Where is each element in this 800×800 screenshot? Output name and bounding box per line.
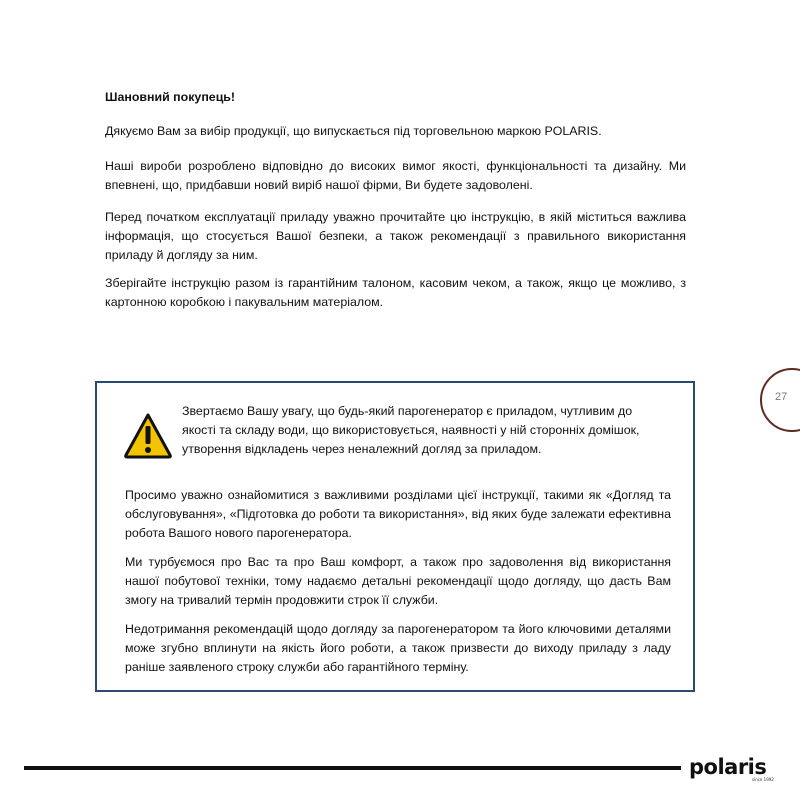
intro-paragraph-1: Дякуємо Вам за вибір продукції, що випускається під торговельною маркою POLARIS. [105,124,602,138]
intro-paragraph-4: Зберігайте інструкцію разом із гарантійним талоном, касовим чеком, а також, якщо це можливо, з картонною коробкою і пакувальним матеріалом. [105,276,686,309]
warning-notice-box [95,381,695,692]
page-number: 27 [775,391,788,403]
warning-triangle-icon [123,412,173,459]
logo-tagline: since 1992 [752,777,774,782]
intro-paragraph-3: Перед початком експлуатації приладу уважно прочитайте цю інструкцію, в якій міститься важлива інформація, що стосується Вашої безпеки, а також рекомендації з правильного використання приладу й догляду за ним. [105,210,686,262]
greeting-heading: Шановний покупець! [105,90,236,104]
notice-paragraph-1: Просимо уважно ознайомитися з важливими розділами цієї інструкції, такими як «Догляд та обслуговування», «Підготовка до роботи та використання», від яких буде залежати ефективна робота Вашого нового парогенератора. [125,488,671,540]
notice-paragraph-3: Недотримання рекомендацій щодо догляду за парогенератором та його ключовими деталями може згубно вплинути на якість його роботи, а також призвести до виходу приладу з ладу раніше заявленого строку служби або гарантійного терміну. [125,622,671,674]
footer-rule [24,766,681,770]
polaris-logo: polaris [689,755,767,779]
intro-paragraph-2: Наші вироби розроблено відповідно до високих вимог якості, функціональності та дизайну. Ми впевнені, що, придбавши новий виріб нашої фірми, Ви будете задоволені. [105,159,686,192]
notice-lead-text: Звертаємо Вашу увагу, що будь-який парогенератор є приладом, чутливим до якості та складу води, що використовується, наявності у ній сторонніх домішок, утворення відкладень через неналежний догляд за приладом. [182,404,640,456]
notice-paragraph-2: Ми турбуємося про Вас та про Ваш комфорт, а також про задоволення від використання нашої побутової техніки, тому надаємо детальні рекомендації щодо догляду, що дасть Вам змогу на тривалий термін продовжити строк її служби. [125,555,671,607]
